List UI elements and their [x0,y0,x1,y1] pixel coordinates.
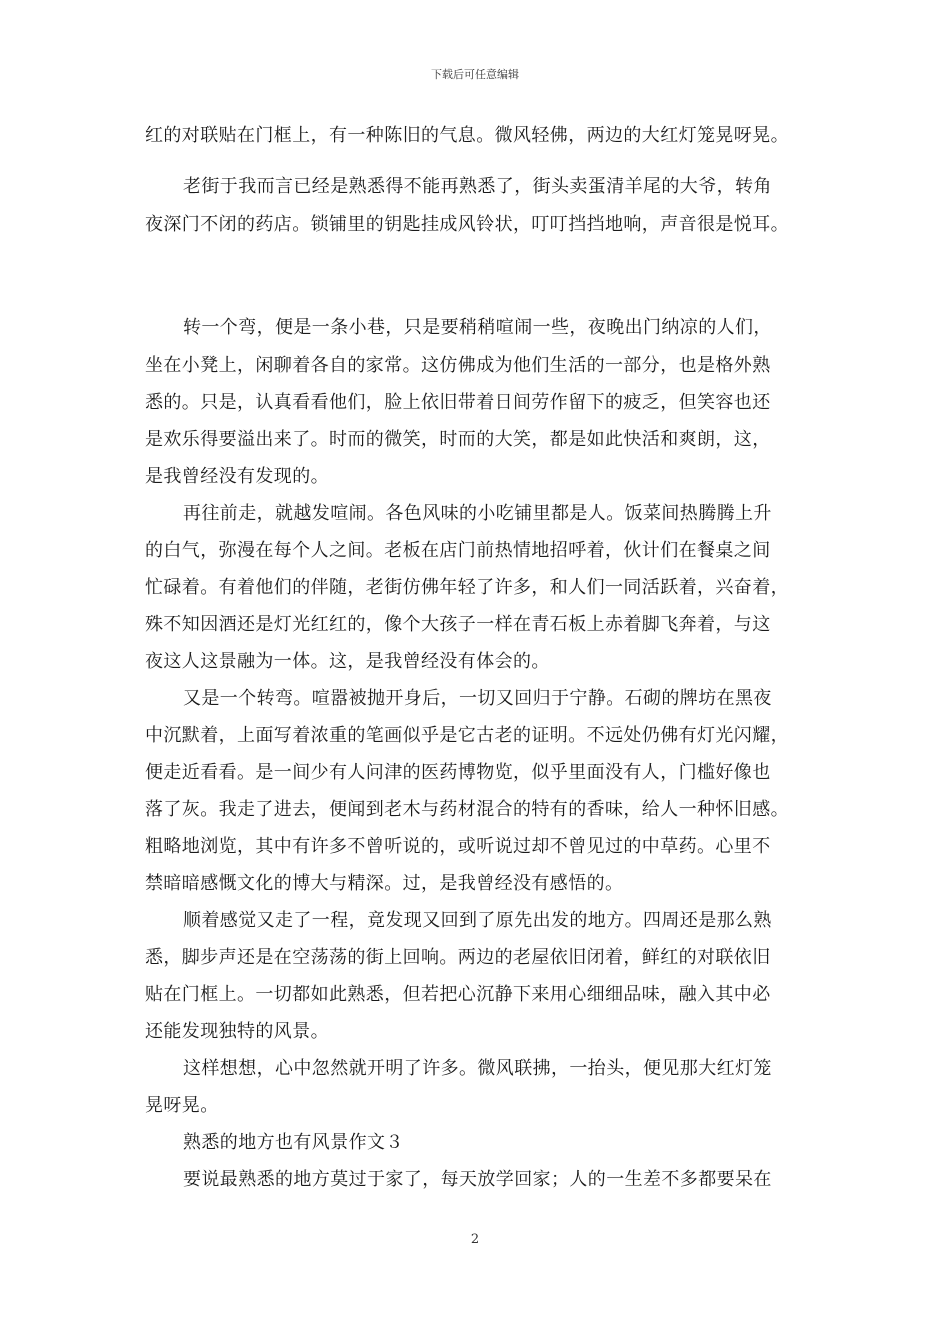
text-line: 便走近看看。是一间少有人问津的医药博物览，似乎里面没有人，门槛好像也 [145,762,771,783]
paragraph-first-line: 又是一个转弯。喧嚣被抛开身后，一切又回归于宁静。石砌的牌坊在黑夜 [183,688,772,709]
text-line: 贴在门框上。一切都如此熟悉，但若把心沉静下来用心细细品味，融入其中必 [145,984,771,1005]
paragraph-first-line: 再往前走，就越发喧闹。各色风味的小吃铺里都是人。饭菜间热腾腾上升 [183,503,772,524]
page-number: 2 [470,1232,480,1247]
text-line: 夜这人这景融为一体。这，是我曾经没有体会的。 [145,651,550,672]
text-line: 晃呀晃。 [145,1095,219,1116]
text-line: 还能发现独特的风景。 [145,1021,329,1042]
text-line: 禁暗暗感慨文化的博大与精深。过，是我曾经没有感悟的。 [145,873,624,894]
paragraph-first-line: 这样想想，心中忽然就开明了许多。微风联拂，一抬头，便见那大红灯笼 [183,1058,772,1079]
page-header: 下载后可任意编辑 [431,68,519,81]
text-line: 殊不知因酒还是灯光红红的，像个大孩子一样在青石板上赤着脚飞奔着，与这 [145,614,771,635]
paragraph-first-line: 顺着感觉又走了一程，竟发现又回到了原先出发的地方。四周还是那么熟 [183,910,772,931]
text-line: 粗略地浏览，其中有许多不曾听说的，或听说过却不曾见过的中草药。心里不 [145,836,771,857]
paragraph-first-line: 转一个弯，便是一条小巷，只是要稍稍喧闹一些，夜晚出门纳凉的人们， [183,317,772,338]
text-line: 夜深门不闭的药店。锁铺里的钥匙挂成风铃状，叮叮挡挡地响，声音很是悦耳。 [145,214,789,235]
text-line: 坐在小凳上，闲聊着各自的家常。这仿佛成为他们生活的一部分，也是格外熟 [145,355,771,376]
paragraph-first-line: 要说最熟悉的地方莫过于家了，每天放学回家；人的一生差不多都要呆在 [183,1169,772,1190]
text-line: 是我曾经没有发现的。 [145,466,329,487]
paragraph-first-line: 老街于我而言已经是熟悉得不能再熟悉了，街头卖蛋清羊尾的大爷，转角 [183,176,772,197]
text-line: 中沉默着，上面写着浓重的笔画似乎是它古老的证明。不远处仍佛有灯光闪耀， [145,725,789,746]
text-line: 忙碌着。有着他们的伴随，老街仿佛年轻了许多，和人们一同活跃着，兴奋着， [145,577,789,598]
text-line: 是欢乐得要溢出来了。时而的微笑，时而的大笑，都是如此快活和爽朗，这， [145,429,771,450]
text-line: 落了灰。我走了进去，便闻到老木与药材混合的特有的香味，给人一种怀旧感。 [145,799,789,820]
text-line: 悉，脚步声还是在空荡荡的街上回响。两边的老屋依旧闭着，鲜红的对联依旧 [145,947,771,968]
text-line: 悉的。只是，认真看看他们，脸上依旧带着日间劳作留下的疲乏，但笑容也还 [145,392,771,413]
section-heading: 熟悉的地方也有风景作文３ [183,1132,404,1153]
text-line: 的白气，弥漫在每个人之间。老板在店门前热情地招呼着，伙计们在餐桌之间 [145,540,771,561]
text-line: 红的对联贴在门框上，有一种陈旧的气息。微风轻佛，两边的大红灯笼晃呀晃。 [145,125,789,146]
